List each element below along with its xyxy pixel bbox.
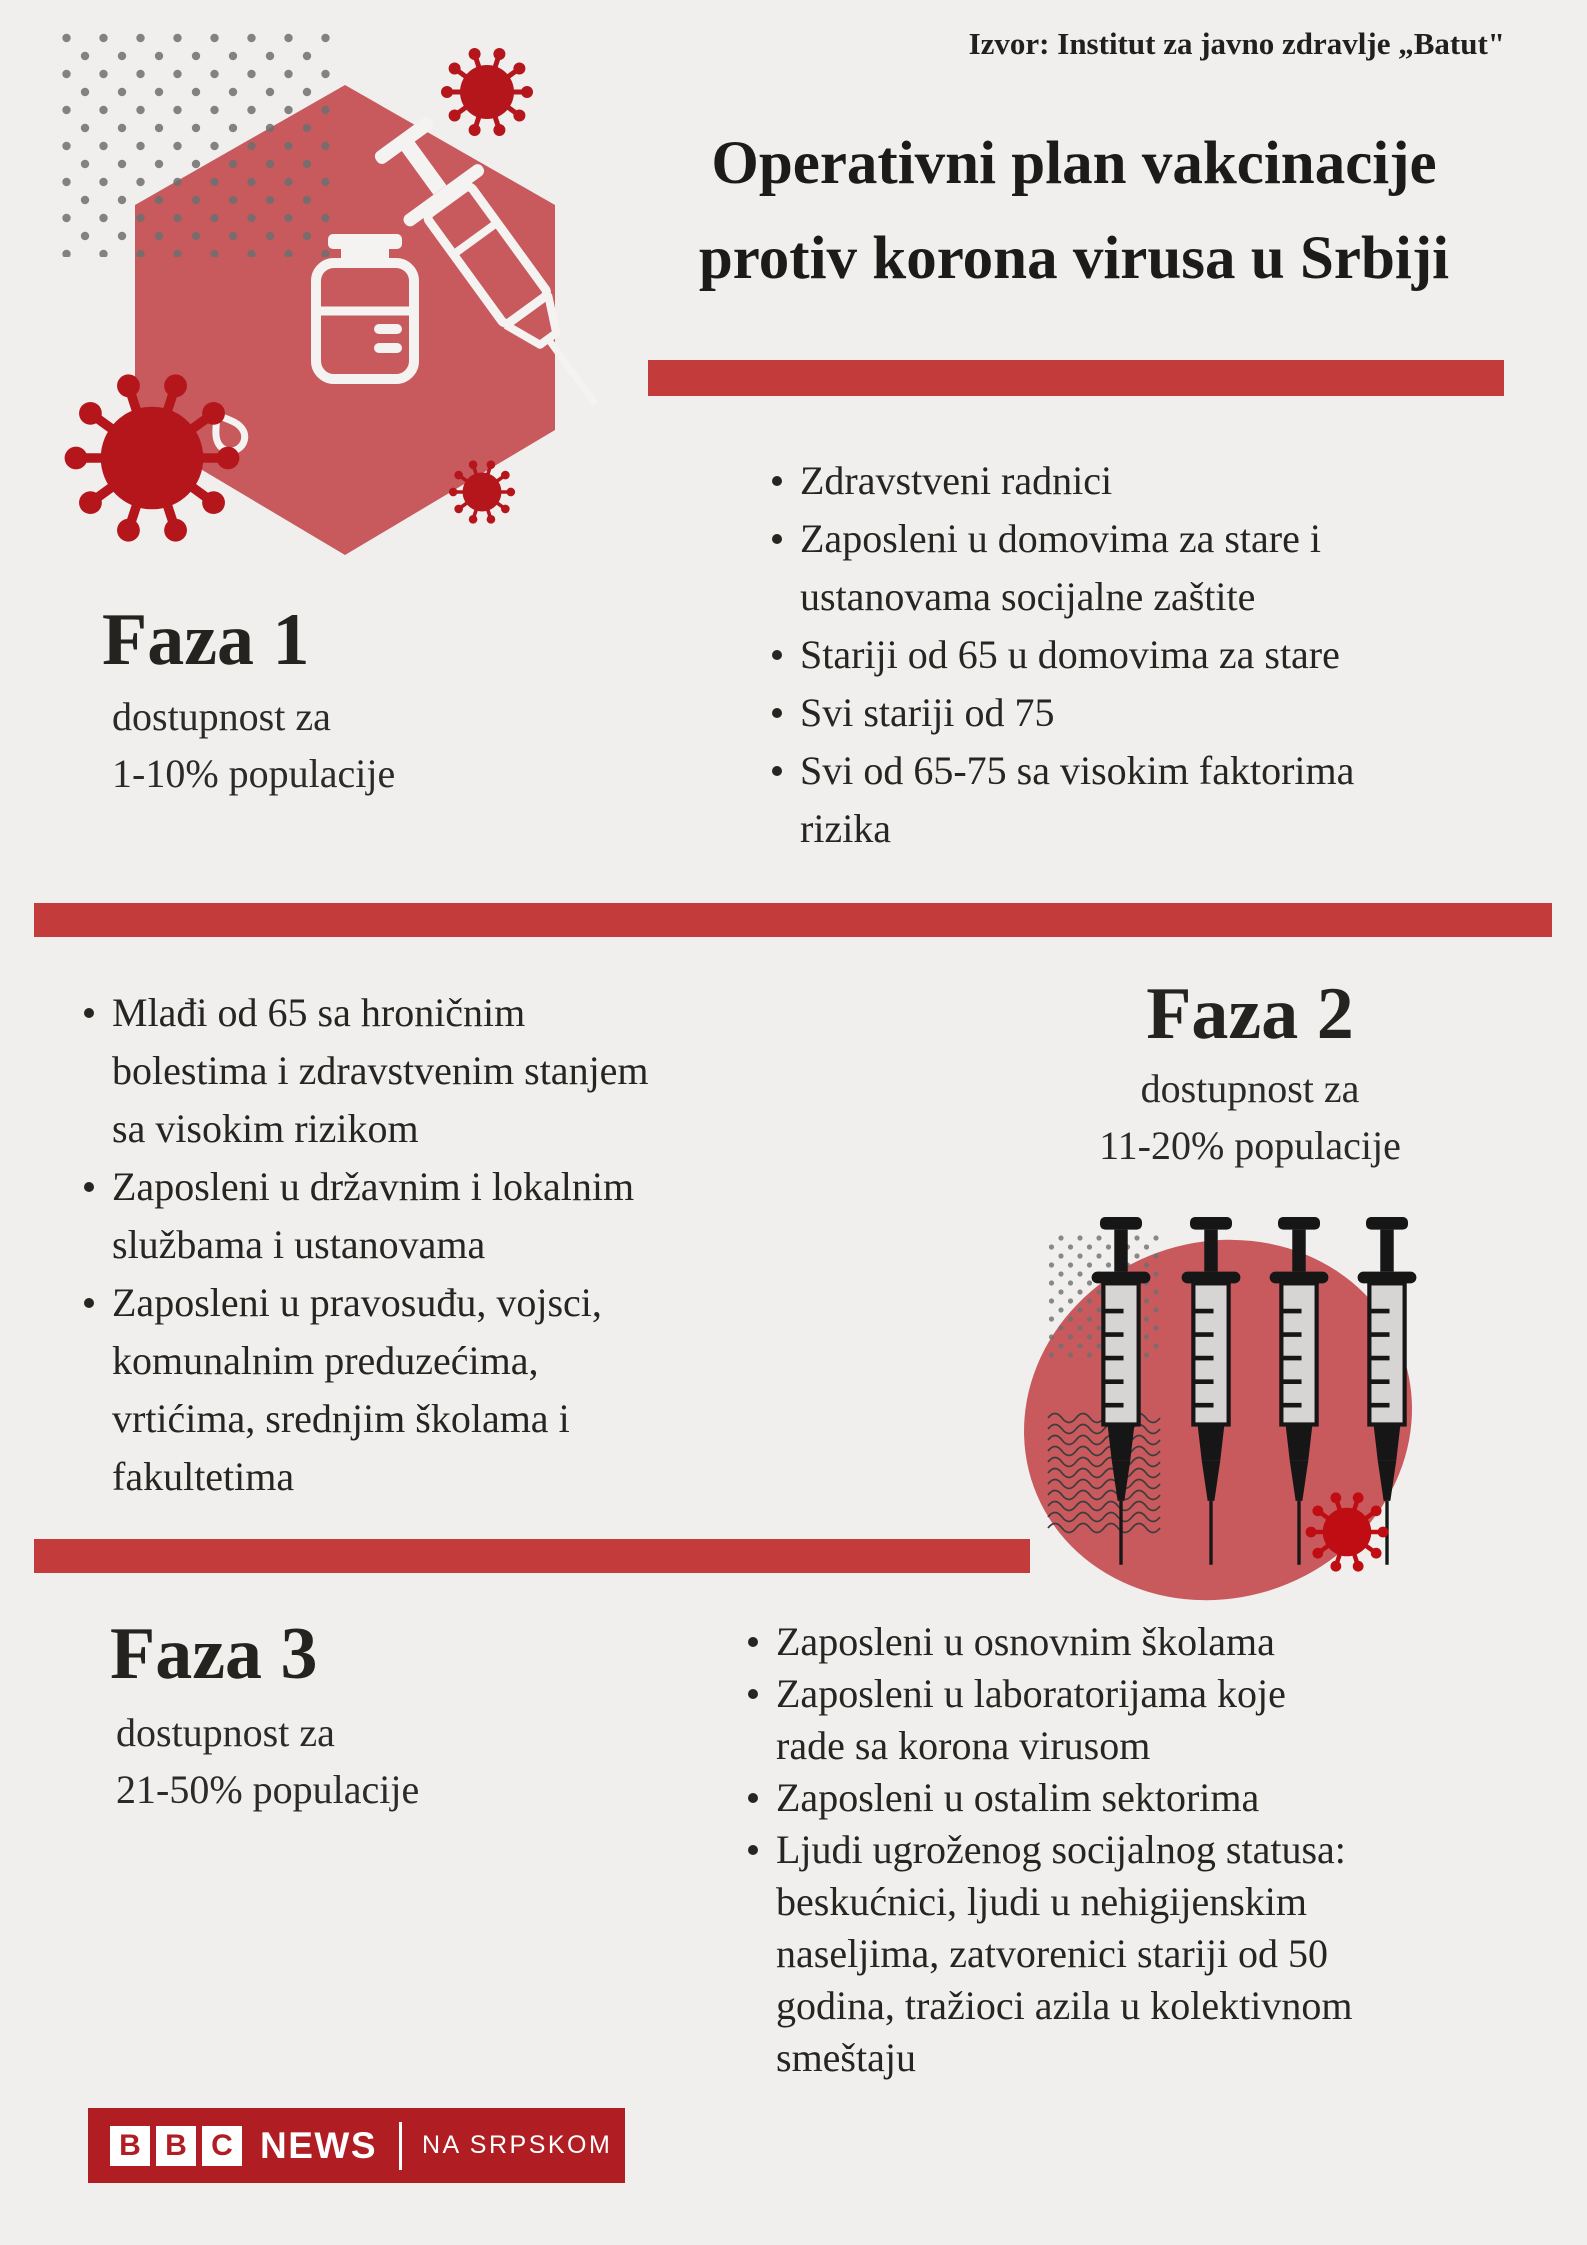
bullet-text: fakultetima <box>112 1454 295 1499</box>
phase3-bullet-list <box>742 1616 1352 2084</box>
bullet-text: Zaposleni u državnim i lokalnim <box>112 1164 635 1209</box>
list-item <box>766 452 1354 510</box>
list-item <box>742 1668 1352 1772</box>
list-item <box>78 1158 649 1274</box>
bullet-text: rizika <box>800 806 892 851</box>
bullet-text: Zaposleni u ostalim sektorima <box>776 1775 1260 1820</box>
phase2-subtitle-line1: dostupnost za <box>1140 1066 1360 1111</box>
page-title <box>628 116 1520 306</box>
bbc-logo-block <box>202 2126 242 2166</box>
page-title-line2: protiv korona virusa u Srbiji <box>698 225 1450 292</box>
source-credit: Izvor: Institut za javno zdravlje „Batut" <box>968 26 1505 61</box>
phase3-subtitle-line1: dostupnost za <box>116 1710 335 1755</box>
list-item <box>766 742 1354 858</box>
dot-grid <box>60 32 330 257</box>
list-item <box>742 1772 1352 1824</box>
phase1-subtitle-line2: 1-10% populacije <box>112 751 396 796</box>
bullet-text: godina, tražioci azila u kolektivnom <box>776 1983 1353 2028</box>
list-item <box>766 510 1354 626</box>
bullet-text: Zaposleni u osnovnim školama <box>776 1619 1275 1664</box>
bullet-text: Stariji od 65 u domovima za stare <box>800 632 1340 677</box>
bullet-text: Svi stariji od 75 <box>800 690 1055 735</box>
bullet-text: Ljudi ugroženog socijalnog statusa: <box>776 1827 1346 1872</box>
bbc-region-label: NA SRPSKOM <box>422 2131 613 2159</box>
bbc-news-label: NEWS <box>260 2124 377 2166</box>
list-item <box>742 1824 1352 2084</box>
phase1-heading-block <box>102 598 395 802</box>
phase3-subtitle-line2: 21-50% populacije <box>116 1767 420 1812</box>
phase2-heading-block <box>1050 972 1450 1174</box>
logo-divider-bar <box>399 2122 402 2170</box>
bbc-news-logo-banner <box>88 2108 625 2183</box>
phase2-heading: Faza 2 <box>1146 973 1354 1055</box>
phase2-subtitle-line2: 11-20% populacije <box>1099 1123 1401 1168</box>
bbc-logo-letter: B <box>119 2128 141 2162</box>
phase2-subtitle <box>1050 1060 1450 1174</box>
bbc-logo-block <box>110 2126 150 2166</box>
bullet-text: ustanovama socijalne zaštite <box>800 574 1256 619</box>
bullet-text: Svi od 65-75 sa visokim faktorima <box>800 748 1355 793</box>
virus-icon <box>441 48 533 136</box>
bullet-text: naseljima, zatvorenici stariji od 50 <box>776 1931 1329 1976</box>
phase3-heading: Faza 3 <box>110 1613 318 1695</box>
bullet-text: beskućnici, ljudi u nehigijenskim <box>776 1879 1308 1924</box>
bullet-text: Zaposleni u laboratorijama koje <box>776 1671 1286 1716</box>
phase1-heading: Faza 1 <box>102 599 310 681</box>
title-underline-bar <box>648 360 1504 396</box>
list-item <box>78 1274 649 1506</box>
list-item <box>78 984 649 1158</box>
bullet-text: Zaposleni u pravosuđu, vojsci, <box>112 1280 602 1325</box>
phase3-subtitle <box>110 1704 419 1818</box>
bullet-text: smeštaju <box>776 2035 916 2080</box>
phase1-subtitle-line1: dostupnost za <box>112 694 331 739</box>
bullet-text: sa visokim rizikom <box>112 1106 419 1151</box>
bullet-text: Zdravstveni radnici <box>800 458 1113 503</box>
list-item <box>742 1616 1352 1668</box>
phase1-subtitle <box>102 688 395 802</box>
bbc-logo-block <box>156 2126 196 2166</box>
section-divider <box>34 1539 1030 1573</box>
bullet-text: Zaposleni u domovima za stare i <box>800 516 1321 561</box>
bullet-text: Mlađi od 65 sa hroničnim <box>112 990 526 1035</box>
bbc-logo-letter: B <box>165 2128 187 2162</box>
phase3-heading-block <box>110 1612 419 1818</box>
page-title-line1: Operativni plan vakcinacije <box>711 130 1437 197</box>
bullet-text: komunalnim preduzećima, <box>112 1338 539 1383</box>
bullet-text: bolestima i zdravstvenim stanjem <box>112 1048 649 1093</box>
bbc-logo-letter: C <box>211 2128 233 2162</box>
bullet-text: službama i ustanovama <box>112 1222 486 1267</box>
phase2-illustration <box>1000 1180 1560 1610</box>
bullet-text: vrtićima, srednjim školama i <box>112 1396 570 1441</box>
list-item <box>766 684 1354 742</box>
section-divider <box>34 903 1552 937</box>
hero-illustration <box>40 12 600 597</box>
list-item <box>766 626 1354 684</box>
phase2-bullet-list <box>78 984 649 1506</box>
phase1-bullet-list <box>766 452 1354 858</box>
bullet-text: rade sa korona virusom <box>776 1723 1151 1768</box>
